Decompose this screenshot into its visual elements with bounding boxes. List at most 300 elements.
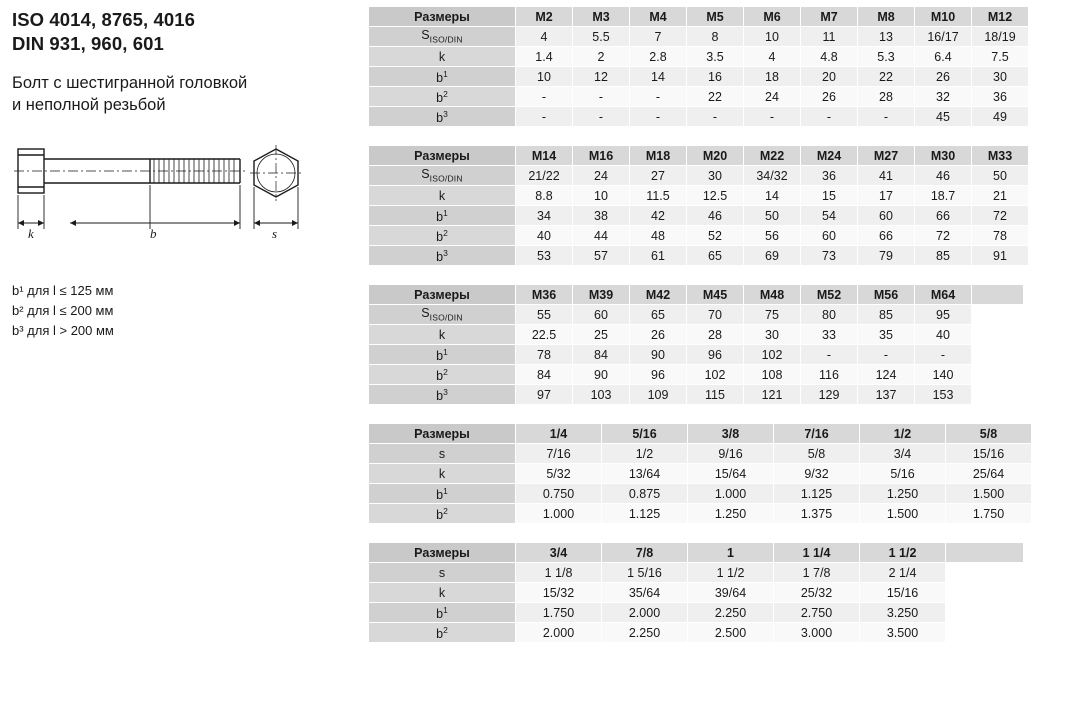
table-cell: 25 <box>573 325 630 345</box>
table-header-row <box>369 7 1029 27</box>
table-cell <box>972 345 1024 365</box>
table-cell: 7.5 <box>972 47 1029 67</box>
table-header-size: M18 <box>630 146 687 166</box>
table-cell: 49 <box>972 107 1029 127</box>
table-cell: 26 <box>630 325 687 345</box>
table-cell <box>946 603 1024 623</box>
table-header-size: M52 <box>801 285 858 305</box>
table-cell: 2.000 <box>602 603 688 623</box>
table-header-dimensions: Размеры <box>369 285 516 305</box>
table-header-size: M64 <box>915 285 972 305</box>
table-row <box>369 47 1029 67</box>
standards-title-line2: DIN 931, 960, 601 <box>12 32 164 54</box>
table-cell: 46 <box>915 166 972 186</box>
table-header-size: M24 <box>801 146 858 166</box>
table-header-size: M42 <box>630 285 687 305</box>
table-row <box>369 603 1024 623</box>
table-header-size: 7/8 <box>602 543 688 563</box>
row-label-s_iso_din: $S_{ISO/DIN}$ <box>369 27 516 47</box>
table-header-size: 1 1/4 <box>774 543 860 563</box>
table-cell: 1.375 <box>774 504 860 524</box>
table-cell: 34 <box>516 206 573 226</box>
table-header-size: 1 1/2 <box>860 543 946 563</box>
table-cell: - <box>516 87 573 107</box>
table-header-dimensions: Размеры <box>369 543 516 563</box>
table-header-row <box>369 146 1029 166</box>
row-label-s_iso_din: $S_{ISO/DIN}$ <box>369 305 516 325</box>
table-cell: 36 <box>972 87 1029 107</box>
table-cell: 1.500 <box>946 484 1032 504</box>
product-description <box>12 73 357 117</box>
row-label-b3: $b^3$ <box>369 385 516 405</box>
table-cell: 25/32 <box>774 583 860 603</box>
table-cell: 2.500 <box>688 623 774 643</box>
table-cell: 22.5 <box>516 325 573 345</box>
table-cell: 0.750 <box>516 484 602 504</box>
row-label-k: k <box>369 186 516 206</box>
table-cell: - <box>858 107 915 127</box>
table-cell: 70 <box>687 305 744 325</box>
row-label-s_plain: s <box>369 563 516 583</box>
table-cell: 2.750 <box>774 603 860 623</box>
table-header-row <box>369 424 1032 444</box>
table-cell: 15/64 <box>688 464 774 484</box>
table-cell: 109 <box>630 385 687 405</box>
table-cell: 3.250 <box>860 603 946 623</box>
table-cell: 15/32 <box>516 583 602 603</box>
table-cell: 30 <box>687 166 744 186</box>
table-cell: 115 <box>687 385 744 405</box>
table-cell: 45 <box>915 107 972 127</box>
table-header-size: M16 <box>573 146 630 166</box>
table-cell: 1.125 <box>774 484 860 504</box>
row-label-k: k <box>369 325 516 345</box>
table-header-size: M6 <box>744 7 801 27</box>
table-cell: - <box>744 107 801 127</box>
table-cell: 1.000 <box>516 504 602 524</box>
table-cell: 6.4 <box>915 47 972 67</box>
table-cell: 55 <box>516 305 573 325</box>
table-header-size <box>972 285 1024 305</box>
table-cell: 116 <box>801 365 858 385</box>
table-cell: 15/16 <box>946 444 1032 464</box>
footnotes <box>12 281 357 341</box>
table-cell: 18/19 <box>972 27 1029 47</box>
table-cell: 75 <box>744 305 801 325</box>
table-cell: 4.8 <box>801 47 858 67</box>
table-cell: 14 <box>630 67 687 87</box>
table-cell: 28 <box>687 325 744 345</box>
table-cell: 7 <box>630 27 687 47</box>
table-cell: 52 <box>687 226 744 246</box>
table-cell: 90 <box>573 365 630 385</box>
row-label-b2: $b^2$ <box>369 226 516 246</box>
table-cell: 1.500 <box>860 504 946 524</box>
table-cell: 56 <box>744 226 801 246</box>
table-cell: - <box>516 107 573 127</box>
table-cell: 10 <box>516 67 573 87</box>
table-cell: 54 <box>801 206 858 226</box>
table-cell: 78 <box>972 226 1029 246</box>
row-label-b1: $b^1$ <box>369 345 516 365</box>
table-cell: 2 <box>573 47 630 67</box>
table-cell <box>972 365 1024 385</box>
dimension-label-s: s <box>272 225 278 241</box>
table-cell: 21 <box>972 186 1029 206</box>
table-cell: 1 1/2 <box>688 563 774 583</box>
table-cell: 30 <box>972 67 1029 87</box>
table-cell: 3/4 <box>860 444 946 464</box>
table-cell: 9/32 <box>774 464 860 484</box>
table-header-size: M2 <box>516 7 573 27</box>
table-row <box>369 464 1032 484</box>
table-cell: 95 <box>915 305 972 325</box>
table-cell: 80 <box>801 305 858 325</box>
table-cell: 96 <box>630 365 687 385</box>
table-row <box>369 27 1029 47</box>
table-header-size: M45 <box>687 285 744 305</box>
table-header-size: M14 <box>516 146 573 166</box>
table-cell: 11 <box>801 27 858 47</box>
table-cell: 15 <box>801 186 858 206</box>
table-cell: 60 <box>858 206 915 226</box>
table-row <box>369 87 1029 107</box>
table-cell: 66 <box>915 206 972 226</box>
table-cell: 24 <box>744 87 801 107</box>
row-label-b3: $b^3$ <box>369 246 516 266</box>
table-cell: 34/32 <box>744 166 801 186</box>
table-cell <box>972 385 1024 405</box>
table-cell: - <box>630 107 687 127</box>
table-cell: 1.750 <box>516 603 602 623</box>
row-label-k: k <box>369 464 516 484</box>
table-cell: - <box>573 87 630 107</box>
table-cell <box>946 623 1024 643</box>
table-cell: 3.500 <box>860 623 946 643</box>
table-row <box>369 563 1024 583</box>
table-header-size: 5/8 <box>946 424 1032 444</box>
table-header-size: M30 <box>915 146 972 166</box>
table-cell: 1.125 <box>602 504 688 524</box>
table-cell: 1.000 <box>688 484 774 504</box>
table-header-size: M56 <box>858 285 915 305</box>
table-header-size: M3 <box>573 7 630 27</box>
table-cell: 57 <box>573 246 630 266</box>
table-cell: 13/64 <box>602 464 688 484</box>
table-row <box>369 583 1024 603</box>
table-cell: 14 <box>744 186 801 206</box>
table-header-size: M12 <box>972 7 1029 27</box>
table-cell: 7/16 <box>516 444 602 464</box>
table-cell <box>972 325 1024 345</box>
bolt-drawing <box>12 143 357 253</box>
dimension-table-2 <box>368 145 1029 266</box>
table-cell: 40 <box>915 325 972 345</box>
table-cell: 96 <box>687 345 744 365</box>
table-cell: 1.4 <box>516 47 573 67</box>
table-cell: 103 <box>573 385 630 405</box>
table-header-size: M33 <box>972 146 1029 166</box>
table-cell: 10 <box>744 27 801 47</box>
table-header-size: M7 <box>801 7 858 27</box>
table-cell: 2 1/4 <box>860 563 946 583</box>
table-row <box>369 504 1032 524</box>
table-header-size <box>946 543 1024 563</box>
table-header-size: M22 <box>744 146 801 166</box>
table-cell: 129 <box>801 385 858 405</box>
table-cell: 4 <box>744 47 801 67</box>
row-label-b1: $b^1$ <box>369 603 516 623</box>
table-cell <box>946 583 1024 603</box>
row-label-b1: $b^1$ <box>369 206 516 226</box>
dimension-label-b: b <box>150 225 157 241</box>
table-cell: 84 <box>573 345 630 365</box>
table-cell: 11.5 <box>630 186 687 206</box>
footnote-b2: b² для l ≤ 200 мм <box>12 303 114 319</box>
table-cell: 12 <box>573 67 630 87</box>
standards-title-line1: ISO 4014, 8765, 4016 <box>12 9 196 30</box>
table-cell: 3.5 <box>687 47 744 67</box>
row-label-k: k <box>369 583 516 603</box>
left-column <box>12 8 357 341</box>
table-cell: 0.875 <box>602 484 688 504</box>
table-header-size: 3/8 <box>688 424 774 444</box>
table-cell: - <box>858 345 915 365</box>
table-cell: 9/16 <box>688 444 774 464</box>
table-cell: 25/64 <box>946 464 1032 484</box>
standards-title <box>12 8 357 55</box>
table-row <box>369 385 1024 405</box>
table-cell: 8.8 <box>516 186 573 206</box>
table-cell: 137 <box>858 385 915 405</box>
row-label-s_plain: s <box>369 444 516 464</box>
table-header-size: M8 <box>858 7 915 27</box>
product-description-line1: Болт с шестиграннoй головкой <box>12 74 248 93</box>
table-row <box>369 325 1024 345</box>
table-cell: 17 <box>858 186 915 206</box>
table-header-size: M36 <box>516 285 573 305</box>
table-row <box>369 484 1032 504</box>
table-cell: 24 <box>573 166 630 186</box>
table-cell: 13 <box>858 27 915 47</box>
table-cell: 15/16 <box>860 583 946 603</box>
table-cell: 35 <box>858 325 915 345</box>
table-cell: 108 <box>744 365 801 385</box>
table-cell: 38 <box>573 206 630 226</box>
dimension-label-k: k <box>28 225 34 241</box>
table-cell: 97 <box>516 385 573 405</box>
table-cell: 121 <box>744 385 801 405</box>
table-header-size: M27 <box>858 146 915 166</box>
table-cell: 32 <box>915 87 972 107</box>
table-cell: 91 <box>972 246 1029 266</box>
table-cell: 1 1/8 <box>516 563 602 583</box>
table-row <box>369 186 1029 206</box>
row-label-k: k <box>369 47 516 67</box>
table-cell: 16/17 <box>915 27 972 47</box>
table-row <box>369 246 1029 266</box>
row-label-b1: $b^1$ <box>369 67 516 87</box>
table-cell: 90 <box>630 345 687 365</box>
table-cell: 102 <box>744 345 801 365</box>
table-header-row <box>369 543 1024 563</box>
table-cell: 30 <box>744 325 801 345</box>
table-row <box>369 107 1029 127</box>
table-cell: 65 <box>687 246 744 266</box>
table-cell: 35/64 <box>602 583 688 603</box>
table-cell <box>972 305 1024 325</box>
table-cell: 84 <box>516 365 573 385</box>
table-cell: 20 <box>801 67 858 87</box>
table-header-dimensions: Размеры <box>369 7 516 27</box>
table-cell: 36 <box>801 166 858 186</box>
table-cell: 60 <box>801 226 858 246</box>
table-cell: 5.5 <box>573 27 630 47</box>
table-cell: 2.250 <box>602 623 688 643</box>
table-cell: 12.5 <box>687 186 744 206</box>
table-header-size: M4 <box>630 7 687 27</box>
table-cell: 28 <box>858 87 915 107</box>
table-header-size: 1 <box>688 543 774 563</box>
table-cell: 60 <box>573 305 630 325</box>
table-header-size: 3/4 <box>516 543 602 563</box>
table-cell: 18.7 <box>915 186 972 206</box>
table-cell: 50 <box>972 166 1029 186</box>
table-cell: 65 <box>630 305 687 325</box>
table-header-row <box>369 285 1024 305</box>
table-row <box>369 444 1032 464</box>
table-header-size: M20 <box>687 146 744 166</box>
table-cell: 2.000 <box>516 623 602 643</box>
dimension-table-1 <box>368 6 1029 127</box>
table-cell: 3.000 <box>774 623 860 643</box>
table-cell: 4 <box>516 27 573 47</box>
table-cell: 66 <box>858 226 915 246</box>
table-header-size: M5 <box>687 7 744 27</box>
table-cell: 22 <box>687 87 744 107</box>
row-label-b3: $b^3$ <box>369 107 516 127</box>
table-cell: 22 <box>858 67 915 87</box>
table-cell: 42 <box>630 206 687 226</box>
table-row <box>369 226 1029 246</box>
table-header-size: 1/4 <box>516 424 602 444</box>
table-header-size: M10 <box>915 7 972 27</box>
product-description-line2: и неполной резьбой <box>12 96 166 115</box>
table-cell: 53 <box>516 246 573 266</box>
table-cell: 1 7/8 <box>774 563 860 583</box>
table-header-size: 1/2 <box>860 424 946 444</box>
table-cell: - <box>687 107 744 127</box>
dimension-table-5 <box>368 542 1024 643</box>
row-label-b2: $b^2$ <box>369 504 516 524</box>
table-row <box>369 623 1024 643</box>
table-cell: 46 <box>687 206 744 226</box>
table-header-size: M39 <box>573 285 630 305</box>
table-cell: 48 <box>630 226 687 246</box>
table-header-dimensions: Размеры <box>369 424 516 444</box>
table-cell: 78 <box>516 345 573 365</box>
table-cell: 33 <box>801 325 858 345</box>
table-cell: 61 <box>630 246 687 266</box>
table-cell: 5/8 <box>774 444 860 464</box>
table-header-size: M48 <box>744 285 801 305</box>
table-cell: 5/32 <box>516 464 602 484</box>
table-row <box>369 166 1029 186</box>
table-cell: 1/2 <box>602 444 688 464</box>
table-cell: 1 5/16 <box>602 563 688 583</box>
table-cell: - <box>801 107 858 127</box>
table-cell: 69 <box>744 246 801 266</box>
table-cell: - <box>630 87 687 107</box>
table-cell: - <box>915 345 972 365</box>
table-cell: 16 <box>687 67 744 87</box>
table-cell: 153 <box>915 385 972 405</box>
dimension-table-3 <box>368 284 1024 405</box>
table-cell: 1.750 <box>946 504 1032 524</box>
table-cell <box>946 563 1024 583</box>
table-row <box>369 345 1024 365</box>
table-cell: 8 <box>687 27 744 47</box>
table-cell: 102 <box>687 365 744 385</box>
table-header-dimensions: Размеры <box>369 146 516 166</box>
table-cell: 124 <box>858 365 915 385</box>
row-label-b1: $b^1$ <box>369 484 516 504</box>
table-cell: 72 <box>972 206 1029 226</box>
table-cell: 18 <box>744 67 801 87</box>
footnote-b1: b¹ для l ≤ 125 мм <box>12 282 114 298</box>
table-row <box>369 67 1029 87</box>
row-label-b2: $b^2$ <box>369 365 516 385</box>
row-label-b2: $b^2$ <box>369 87 516 107</box>
dimension-tables <box>368 6 1056 661</box>
row-label-b2: $b^2$ <box>369 623 516 643</box>
table-cell: - <box>801 345 858 365</box>
table-cell: 21/22 <box>516 166 573 186</box>
table-row <box>369 305 1024 325</box>
table-cell: 26 <box>801 87 858 107</box>
table-cell: 26 <box>915 67 972 87</box>
table-cell: 1.250 <box>860 484 946 504</box>
table-cell: 85 <box>915 246 972 266</box>
table-cell: 2.8 <box>630 47 687 67</box>
table-header-size: 7/16 <box>774 424 860 444</box>
table-cell: 85 <box>858 305 915 325</box>
table-cell: 50 <box>744 206 801 226</box>
table-cell: 40 <box>516 226 573 246</box>
table-header-size: 5/16 <box>602 424 688 444</box>
table-cell: 5/16 <box>860 464 946 484</box>
table-cell: - <box>573 107 630 127</box>
table-cell: 73 <box>801 246 858 266</box>
dimension-table-4 <box>368 423 1032 524</box>
table-cell: 5.3 <box>858 47 915 67</box>
table-cell: 1.250 <box>688 504 774 524</box>
table-cell: 41 <box>858 166 915 186</box>
table-cell: 44 <box>573 226 630 246</box>
table-row <box>369 365 1024 385</box>
table-cell: 72 <box>915 226 972 246</box>
row-label-s_iso_din: $S_{ISO/DIN}$ <box>369 166 516 186</box>
table-cell: 2.250 <box>688 603 774 623</box>
table-cell: 39/64 <box>688 583 774 603</box>
table-cell: 140 <box>915 365 972 385</box>
table-cell: 27 <box>630 166 687 186</box>
table-cell: 79 <box>858 246 915 266</box>
table-cell: 10 <box>573 186 630 206</box>
bolt-drawing-svg <box>12 143 312 248</box>
footnote-b3: b³ для l > 200 мм <box>12 323 114 339</box>
table-row <box>369 206 1029 226</box>
